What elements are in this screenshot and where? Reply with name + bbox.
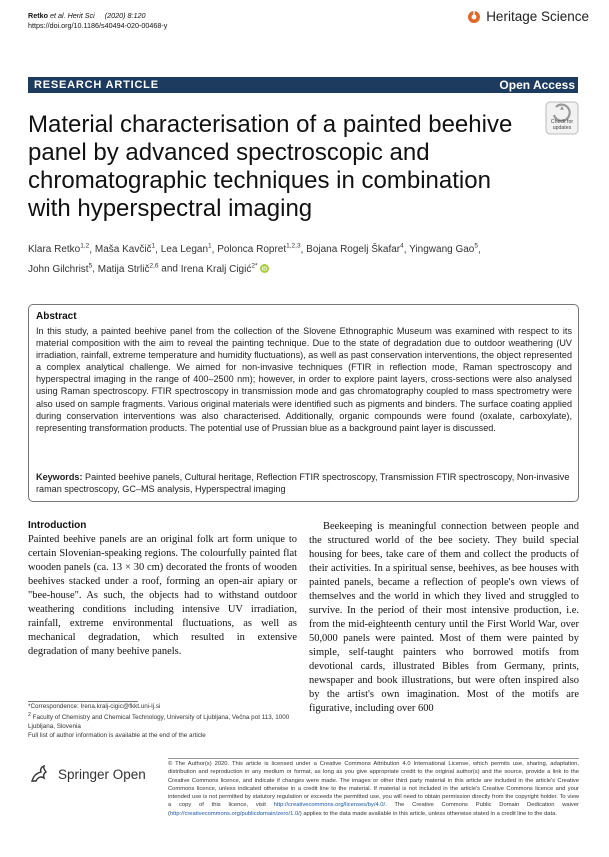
keywords-list: Painted beehive panels, Cultural heritage, Reflection FTIR spectroscopy, Transmission FTIR spectroscopy, Non-invasive raman spectroscopy, GC–MS analysis, Hyperspectral imaging — [36, 472, 570, 495]
author[interactable]: Matija Strlič$^{2,6}$ — [97, 262, 159, 275]
abstract-heading: Abstract — [36, 311, 77, 322]
keywords-label: Keywords: — [36, 472, 83, 482]
open-access-label: Open Access — [499, 78, 575, 92]
springer-horse-icon — [28, 763, 50, 785]
license-text: © The Author(s) 2020. This article is licensed under a Creative Commons Attribution 4.0 International License, which permits use, sharing, adaptation, distribution and reproduction in any medium or format, as long as you give appropriate credit to the original author(s) and the source, provide a link to the Creative Commons licence, and indicate if changes were made. The images or other third party material in this article are included in the article's Creative Commons licence, unless indicated otherwise in a credit line to the material. If material is not included in the article's Creative Commons licence and your intended use is not permitted by statutory regulation or exceeds the permitted use, you will need to obtain permission directly from the copyright holder. To view a copy of this licence, visit http://creativecommons.org/licenses/by/4.0/. The Creative Commons Public Domain Dedication waiver (http://creativecommons.org/publicdomain/zero/1.0/) applies to the data made available in this article, unless otherwise stated in a credit line to the data. — [168, 761, 579, 817]
author[interactable]: Irena Kralj Cigić$^{2*}$ — [180, 262, 258, 275]
svg-text:iD: iD — [262, 266, 268, 273]
author[interactable]: Maša Kavčič$^1$ — [94, 243, 156, 256]
intro-paragraph-1: Painted beehive panels are an original folk art form unique to certain Slovenian-speaking regions. The colourfully painted flat wooden panels (ca. 13 × 30 cm) decorated the fronts of wooden beehives stacked under a roof, forming an open-air apiary or "bee-house". As such, the objects had to withstand outdoor weathering conditions including intensive UV irradiation, rainfall, extreme environmental fluctuations, as well as mechanical degradation, which resulted in extensive degradation of many beehive panels. — [28, 534, 297, 657]
cc0-link[interactable]: http://creativecommons.org/publicdomain/zero/1.0/ — [169, 810, 300, 817]
article-title: Material characterisation of a painted beehive panel by advanced spectroscopic and chromatographic techniques in combination with hyperspectral imaging — [28, 111, 513, 222]
footnotes — [28, 702, 297, 740]
full-list-note: Full list of author information is available at the end of the article — [28, 732, 206, 740]
year-volume: (2020) 8:120 — [104, 11, 146, 20]
correspondence-note[interactable]: *Correspondence: Irena.kralj-cigic@fkkt.uni-lj.si — [28, 703, 161, 710]
author[interactable]: Polonca Ropret$^{1,2,3}$ — [217, 243, 301, 256]
column-left — [28, 520, 297, 659]
journal-brand-name: Heritage Science — [486, 9, 589, 24]
article-type-label: RESEARCH ARTICLE — [34, 79, 159, 91]
check-for-updates-label: Check for updates — [550, 119, 574, 131]
license-link[interactable]: http://creativecommons.org/licenses/by/4.0/ — [273, 802, 386, 809]
author[interactable]: Yingwang Gao$^5$ — [409, 243, 478, 256]
publisher-logo[interactable] — [28, 763, 146, 785]
affiliation-note: $^2$ Faculty of Chemistry and Chemical Technology, University of Ljubljana, Večna pot 113, 1000 Ljubljana, Slovenia — [28, 712, 290, 731]
journal-brand[interactable] — [468, 9, 589, 24]
running-header — [28, 11, 167, 31]
journal-name: et al. Herit Sci — [49, 11, 95, 20]
license-divider — [168, 758, 579, 759]
author[interactable]: John Gilchrist$^5$ — [28, 262, 93, 275]
intro-paragraph-2: Beekeeping is meaningful connection between people and the structured world of the bee society. They build special housing for bees, take care of them and collect the products of their activities. In a spiritual sense, beehives, as bee houses with painted panels, became a reflection of people's own views of themselves and the world in which they lived and struggled to survive. In the period of their most intensive production, i.e. from the mid-eighteenth century until the First World War, over 50,000 panels were painted. Most of them were painted by simple, self-taught painters who borrowed motifs from devotional cards, illustrated Bibles from Germany, prints, newspaper and book illustrations, but were often inspired also by the artist's own imagination. Most of the motifs are figurative, including over 600 — [309, 521, 579, 714]
abstract-text: In this study, a painted beehive panel from the collection of the Slovene Ethnographic Museum was examined with respect to its material composition with the aim to reveal the painting technique. Due to the state of degradation due to outdoor weathering (UV irradiation, rainfall, extreme temperature and humidity fluctuations), as well as past conservation interventions, the object represented a complex analytical challenge. We aimed for non-invasive techniques (FTIR in reflection mode, Raman spectroscopy and hyperspectral imaging in the range of 400–2500 nm); however, in order to explore paint layers, cross-sections were also analysed using Raman spectroscopy. FTIR spectroscopy in transmission mode and gas chromatography coupled to mass spectrometry were also used on sample fragments. Various original materials were identified such as pigments and binders. The surface coating applied during conservation interventions was also characterised. Additionally, organic compounds were found (oxalate, carboxylate), representing transformation products. The potential use of Prussian blue as a background paint layer is discussed. — [36, 326, 572, 433]
first-author: Retko — [28, 11, 48, 20]
doi-link[interactable]: https://doi.org/10.1186/s40494-020-00468-y — [28, 21, 168, 30]
author[interactable]: Lea Legan$^1$ — [160, 243, 212, 256]
author-list: Klara Retko$^{1,2}$, Maša Kavčič$^1$, Lea Legan$^1$, Polonca Ropret$^{1,2,3}$, Bojana Rogelj Škafar$^4$, Yingwang Gao$^5$, John Gilchrist$^5$, Matija Strlič$^{2,6}$ and Irena Kralj Cigić$^{2*}$ iD — [28, 243, 481, 275]
orcid-icon[interactable] — [260, 264, 269, 273]
introduction-heading: Introduction — [28, 520, 87, 531]
publisher-name: Springer Open — [58, 766, 146, 782]
heritage-logo-icon — [468, 11, 480, 23]
author[interactable]: Klara Retko$^{1,2}$ — [28, 243, 90, 256]
author[interactable]: Bojana Rogelj Škafar$^4$ — [306, 243, 404, 256]
and-word: and — [161, 263, 178, 275]
keywords — [36, 471, 572, 495]
column-right — [309, 520, 579, 716]
citation-line — [28, 11, 167, 21]
